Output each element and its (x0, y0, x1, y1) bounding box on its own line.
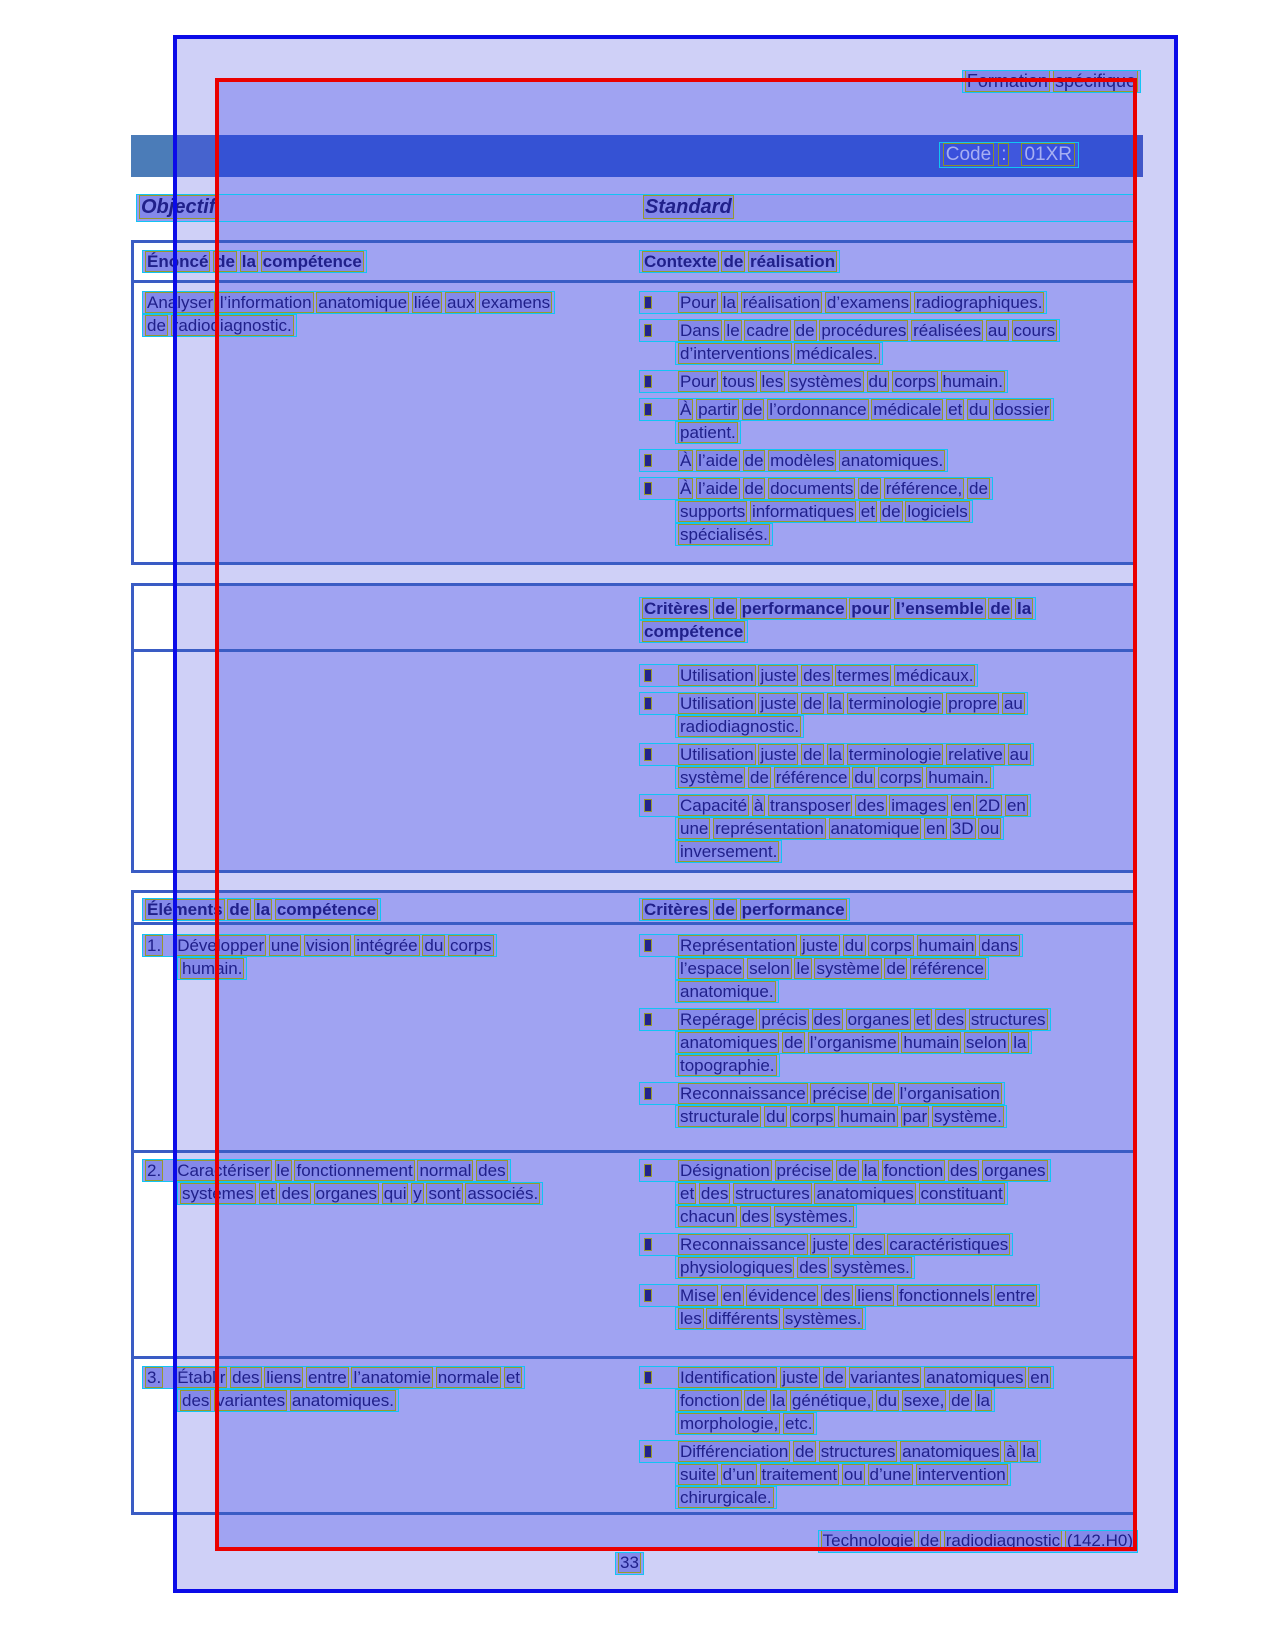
word-box: l’ordonnance (769, 400, 867, 419)
word-box: le (276, 1161, 290, 1180)
word-box: corps (450, 936, 492, 955)
word-box: de (746, 1391, 766, 1410)
word-box: y (413, 1184, 422, 1203)
word-box: anatomiques (680, 1033, 778, 1052)
word-box: termes (837, 666, 890, 685)
word-box: représentation (715, 819, 824, 838)
word-box: Formation (966, 71, 1048, 91)
word-box: selon (749, 959, 790, 978)
word-box: référence (775, 768, 848, 787)
word-box: des (855, 1235, 883, 1254)
word-box: Reconnaissance (680, 1235, 806, 1254)
word-box: du (766, 1107, 786, 1126)
word-box: par (902, 1107, 928, 1126)
word-box: de (795, 321, 815, 340)
word-box: constituant (920, 1184, 1003, 1203)
word-box: génétique, (791, 1391, 872, 1410)
word-box: compétence (276, 900, 377, 919)
word-box: Désignation (680, 1161, 770, 1180)
word-box: humain. (182, 959, 243, 978)
word-box: fonctionnels (898, 1286, 990, 1305)
word-box: 2D (978, 796, 1001, 815)
word-box: des (936, 1010, 965, 1029)
word-box: la (828, 694, 842, 713)
word-box: les (761, 372, 784, 391)
word-box: le (796, 959, 810, 978)
code-label: Code (945, 144, 992, 165)
word-box: Utilisation (680, 666, 754, 685)
word-box: topographie. (680, 1056, 775, 1075)
word-box: systèmes. (775, 1207, 853, 1226)
word-box: la (976, 1391, 990, 1410)
word-box: Standard (645, 196, 732, 218)
word-box: de (723, 252, 744, 271)
word-box: corps (791, 1107, 834, 1126)
word-box: du (878, 1391, 897, 1410)
word-box: au (1009, 745, 1029, 764)
word-box: l’espace (680, 959, 743, 978)
word-box: l’aide (698, 451, 738, 470)
word-box: Caractériser (177, 1161, 270, 1180)
word-box: des (232, 1368, 260, 1387)
word-box: de (744, 451, 764, 470)
word-box: système. (933, 1107, 1002, 1126)
word-box: Capacité (680, 796, 748, 815)
item-number: 3. (147, 1368, 162, 1387)
word-box: humain (840, 1107, 896, 1126)
word-box: intervention (917, 1465, 1006, 1484)
word-box: juste (760, 666, 797, 685)
word-box: Mise (680, 1286, 716, 1305)
word-box: la (771, 1391, 786, 1410)
word-box: procédures (821, 321, 907, 340)
word-box: fonctionnement (296, 1161, 413, 1180)
word-box: spécialisés. (680, 525, 768, 544)
word-box: sont (428, 1184, 461, 1203)
word-box: patient. (680, 423, 736, 442)
item-number: 1. (147, 936, 162, 955)
word-box: sexe, (903, 1391, 945, 1410)
word-box: des (813, 1010, 841, 1029)
word-box: terminologie (848, 745, 942, 764)
word-box: en (1030, 1368, 1050, 1387)
word-box: Critères (644, 599, 709, 618)
word-box: et (948, 400, 963, 419)
word-box: entre (996, 1286, 1036, 1305)
word-box: d’interventions (680, 344, 790, 363)
word-box: liée (413, 293, 441, 312)
word-box: de (750, 768, 769, 787)
word-box: vision (305, 936, 350, 955)
word-box: évidence (748, 1286, 817, 1305)
word-box: partir (698, 400, 737, 419)
word-box: des (700, 1184, 729, 1203)
word-box: liens (857, 1286, 893, 1305)
word-box: terminologie (848, 694, 942, 713)
word-box: de (715, 599, 735, 618)
word-box: de (784, 1033, 803, 1052)
word-box: compétence (644, 622, 744, 641)
word-box: de (881, 502, 901, 521)
word-box: humain (918, 936, 975, 955)
word-box: du (844, 936, 864, 955)
word-box: la (863, 1161, 877, 1180)
word-box: en (952, 796, 972, 815)
word-box: l’organisme (809, 1033, 897, 1052)
word-box: juste (812, 1235, 849, 1254)
word-box: de (229, 900, 250, 919)
word-box: et (260, 1184, 275, 1203)
word-box: systèmes (182, 1184, 254, 1203)
word-box: intégrée (356, 936, 418, 955)
word-box: radiodiagnostic. (172, 316, 292, 335)
word-box: anatomiques (816, 1184, 914, 1203)
word-box: images (891, 796, 947, 815)
word-box: physiologiques (680, 1258, 793, 1277)
word-box: variantes (216, 1391, 286, 1410)
word-box: en (1006, 796, 1026, 815)
word-box: l’anatomie (353, 1368, 431, 1387)
word-box: de (744, 479, 764, 498)
word-box: Analyser (147, 293, 214, 312)
word-box: réalisation (750, 252, 836, 271)
word-box: d’un (722, 1465, 755, 1484)
word-box: aux (447, 293, 475, 312)
word-box: etc. (785, 1414, 813, 1433)
word-box: de (969, 479, 988, 498)
word-box: de (824, 1368, 844, 1387)
word-box: cours (1013, 321, 1056, 340)
word-box: performance (741, 599, 845, 618)
word-box: caractéristiques (889, 1235, 1009, 1254)
word-box: systèmes. (784, 1309, 862, 1328)
word-box: Pour (680, 293, 716, 312)
word-box: médicaux. (895, 666, 974, 685)
word-box: et (505, 1368, 521, 1387)
word-box: médicale (873, 400, 942, 419)
word-box: la (1022, 1442, 1036, 1461)
word-box: corps (879, 768, 922, 787)
word-box: de (860, 479, 879, 498)
word-box: l’ensemble (895, 599, 984, 618)
word-box: (142.H0) (1066, 1531, 1133, 1550)
word-box: anatomiques (902, 1442, 1000, 1461)
word-box: juste (760, 745, 797, 764)
word-box: anatomiques (926, 1368, 1024, 1387)
word-box: logiciels (907, 502, 968, 521)
word-box: anatomique (318, 293, 408, 312)
word-box: du (854, 768, 874, 787)
word-box: la (722, 293, 736, 312)
item-number: 2. (147, 1161, 162, 1180)
word-box: une (270, 936, 300, 955)
word-box: Utilisation (680, 694, 754, 713)
word-box: relative (948, 745, 1003, 764)
word-box: fonction (680, 1391, 740, 1410)
word-box: de (803, 745, 823, 764)
word-box: précis (761, 1010, 807, 1029)
word-box: documents (770, 479, 854, 498)
word-box: À (680, 451, 692, 470)
word-box: Critères (644, 900, 709, 919)
word-box: de (990, 599, 1011, 618)
word-box: informatiques (751, 502, 854, 521)
word-box: du (424, 936, 444, 955)
word-box: Développer (177, 936, 265, 955)
word-box: anatomique (830, 819, 920, 838)
word-box: Énoncé (147, 252, 209, 271)
word-box: Éléments (147, 900, 223, 919)
word-box: structures (735, 1184, 810, 1203)
word-box: Représentation (680, 936, 796, 955)
word-box: et (860, 502, 875, 521)
word-box: Dans (680, 321, 720, 340)
word-box: au (1003, 694, 1023, 713)
word-box: des (281, 1184, 309, 1203)
word-box: normal (419, 1161, 472, 1180)
word-box: à (1006, 1442, 1016, 1461)
word-box: l’aide (698, 479, 738, 498)
word-box: des (478, 1161, 506, 1180)
word-box: corps (870, 936, 912, 955)
word-box: précise (776, 1161, 832, 1180)
word-box: la (241, 252, 256, 271)
word-box: des (799, 1258, 827, 1277)
word-box: de (838, 1161, 857, 1180)
word-box: les (680, 1309, 702, 1328)
word-box: différents (708, 1309, 779, 1328)
word-box: propre (948, 694, 998, 713)
word-box: du (969, 400, 988, 419)
word-box: modèles (770, 451, 835, 470)
word-box: des (823, 1286, 851, 1305)
word-box: qui (383, 1184, 407, 1203)
word-box: tous (722, 372, 755, 391)
word-box: fonction (883, 1161, 944, 1180)
word-box: 33 (620, 1553, 639, 1572)
word-box: et (915, 1010, 931, 1029)
word-box: précise (812, 1084, 868, 1103)
word-box: humain. (928, 768, 989, 787)
word-box: de (920, 1531, 940, 1550)
word-box: système (680, 768, 744, 787)
word-box: variantes (850, 1368, 920, 1387)
word-box: organes (847, 1010, 910, 1029)
word-box: transposer (770, 796, 851, 815)
word-box: organes (984, 1161, 1046, 1180)
word-box: compétence (262, 252, 362, 271)
word-box: à (753, 796, 764, 815)
word-box: Objectif (141, 196, 216, 218)
word-box: juste (782, 1368, 819, 1387)
word-box: de (873, 1084, 893, 1103)
word-box: structures (970, 1010, 1046, 1029)
word-box: selon (965, 1033, 1007, 1052)
word-box: le (726, 321, 740, 340)
word-box: d’une (869, 1465, 912, 1484)
word-box: la (1017, 599, 1032, 618)
word-box: organes (315, 1184, 378, 1203)
word-box: de (715, 900, 735, 919)
word-box: Différenciation (680, 1442, 789, 1461)
word-box: de (951, 1391, 970, 1410)
word-box: entre (307, 1368, 347, 1387)
word-box: anatomiques. (841, 451, 944, 470)
word-box: radiographiques. (915, 293, 1043, 312)
word-box: la (255, 900, 271, 919)
word-box: Reconnaissance (680, 1084, 806, 1103)
word-box: la (828, 745, 842, 764)
word-box: des (182, 1391, 210, 1410)
word-box: la (1013, 1033, 1027, 1052)
word-box: corps (894, 372, 936, 391)
word-box: À (680, 400, 692, 419)
word-box: en (722, 1286, 742, 1305)
word-box: ou (980, 819, 1000, 838)
word-box: de (803, 694, 823, 713)
word-box: structurale (680, 1107, 760, 1126)
word-box: de (743, 400, 763, 419)
code-value: 01XR (1024, 144, 1072, 165)
word-box: au (987, 321, 1007, 340)
word-box: réalisées (913, 321, 982, 340)
word-box: Repérage (680, 1010, 755, 1029)
word-box: performance (741, 900, 845, 919)
word-box: Identification (680, 1368, 776, 1387)
word-box: référence, (885, 479, 963, 498)
word-box: traitement (761, 1465, 838, 1484)
word-box: une (680, 819, 709, 838)
word-box: chirurgicale. (680, 1488, 772, 1507)
word-box: humain. (942, 372, 1003, 391)
word-box: référence (912, 959, 984, 978)
word-box: anatomique. (680, 982, 774, 1001)
word-box: juste (802, 936, 838, 955)
word-box: liens (266, 1368, 302, 1387)
word-box: 3D (951, 819, 974, 838)
word-box: Contexte (644, 252, 717, 271)
word-box: réalisation (742, 293, 821, 312)
word-box: Établir (177, 1368, 226, 1387)
word-box: et (680, 1184, 695, 1203)
word-box: radiodiagnostic (945, 1531, 1061, 1550)
word-box: juste (760, 694, 797, 713)
word-box: inversement. (680, 842, 778, 861)
word-box: examens (481, 293, 551, 312)
word-box: systèmes. (833, 1258, 910, 1277)
word-box: dossier (994, 400, 1050, 419)
word-box: du (868, 372, 888, 391)
word-box: des (803, 666, 831, 685)
word-box: À (680, 479, 692, 498)
word-box: médicales. (796, 344, 878, 363)
word-box: en (926, 819, 946, 838)
word-box: de (147, 316, 166, 335)
word-box: systèmes (790, 372, 862, 391)
word-box: de (795, 1442, 815, 1461)
word-box: anatomiques. (291, 1391, 394, 1410)
word-box: suite (680, 1465, 716, 1484)
word-box: structures (820, 1442, 896, 1461)
code-separator: : (1001, 144, 1007, 165)
word-box: des (857, 796, 885, 815)
word-box: pour (851, 599, 890, 618)
word-box: système (816, 959, 880, 978)
word-box: dans (981, 936, 1019, 955)
word-box: spécifique (1054, 71, 1136, 91)
word-box: radiodiagnostic. (680, 717, 800, 736)
word-box: des (741, 1207, 769, 1226)
word-box: supports (680, 502, 746, 521)
word-box: des (949, 1161, 978, 1180)
word-box: l’organisation (899, 1084, 1000, 1103)
word-box: l’information (219, 293, 312, 312)
word-box: chacun (680, 1207, 735, 1226)
word-box: ou (843, 1465, 863, 1484)
table-annotation-rect (215, 78, 1137, 1551)
word-box: morphologie, (680, 1414, 779, 1433)
word-box: associés. (467, 1184, 539, 1203)
word-box: de (886, 959, 906, 978)
word-box: Pour (680, 372, 716, 391)
word-box: de (215, 252, 235, 271)
word-box: cadre (746, 321, 789, 340)
word-box: Utilisation (680, 745, 754, 764)
word-box: Technologie (822, 1531, 914, 1550)
word-box: d’examens (826, 293, 910, 312)
word-box: normale (437, 1368, 500, 1387)
word-box: humain (903, 1033, 960, 1052)
